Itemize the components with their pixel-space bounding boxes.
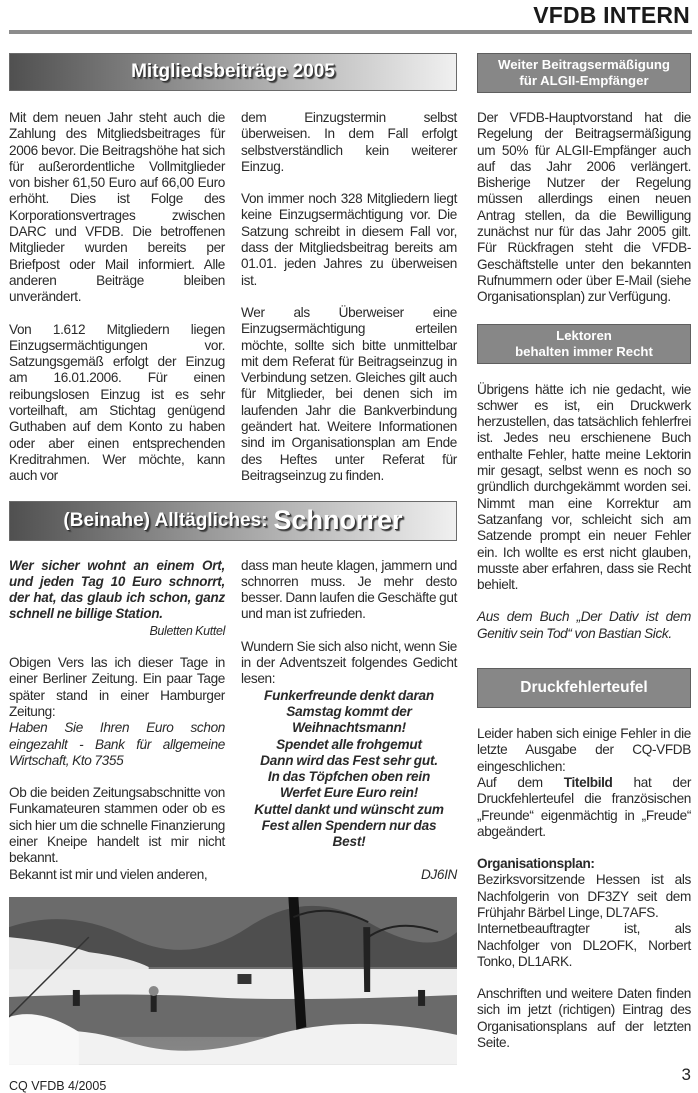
paragraph: Obigen Vers las ich dieser Tage in einer Berliner Zeitung. Ein paar Tage später stand in einer Hamburger Zeitung: (9, 655, 225, 719)
column-3-lektoren (477, 382, 691, 642)
paragraph: dem Einzugstermin selbst überweisen. In dem Fall erfolgt selbstverständlich kein weiterer Einzug. (241, 110, 457, 174)
footer (9, 1079, 457, 1093)
column-1-lower (9, 558, 225, 883)
poem-line: In das Töpfchen oben rein (267, 769, 431, 785)
left-area (9, 53, 457, 1093)
paragraph: Von immer noch 328 Mitgliedern liegt keine Einzugsermächtigung vor. Die Satzung schreibt in diesem Fall vor, dass der Mitgliedsbeitrag bereits am 01.01. jeden Jahres zu überweisen ist. (241, 191, 457, 288)
paragraph (477, 856, 691, 921)
heading-line: Weiter Beitragsermäßigung (498, 57, 670, 72)
section-title: VFDB INTERN (533, 2, 690, 28)
paragraph: Internetbeauftragter ist, als Nachfolger von DL2OFK, Norbert Tonko, DL1ARK. (477, 921, 691, 969)
paragraph (477, 775, 691, 840)
paragraph: Übrigens hätte ich nie gedacht, wie schwer es ist, ein Druckwerk herzustellen, das tatsächlich fehlerfrei ist. Jedes neu erschienene Buch enthalte Fehler, hatte meine Lektorin mir gesagt, selbst wenn es noch so gründlich durchgekämmt worden sei. Nimmt man eine Korrektur am Satzanfang vor, schleicht sich am Satzende prompt ein neuer Fehler ein. Ich wollte es erst nicht glauben, musste aber erfahren, dass sie Recht behielt. (477, 381, 691, 593)
verse-author: Buletten Kuttel (149, 623, 225, 638)
signature: DJ6IN (420, 866, 457, 882)
poem-line: Weihnachtsmann! (292, 720, 406, 736)
column-2-lower (241, 558, 457, 883)
text: hat der Druckfehlerteufel die französischen „Freunde“ eigenmächtig in „Freude“ abgeändert. (477, 774, 691, 839)
heading-line: für ALGII-Empfänger (519, 73, 649, 88)
poem (241, 688, 457, 851)
poem-line: Samstag kommt der (286, 703, 412, 719)
poem-line: Werfet Eure Euro rein! (279, 785, 419, 801)
heading-text: Mitgliedsbeiträge 2005 (131, 61, 335, 82)
newspaper-quote: Haben Sie Ihren Euro schon eingezahlt - Bank für allgemeine Wirtschaft, Kto 7355 (9, 720, 225, 768)
photo-illustration (9, 897, 457, 1065)
heading-algii (477, 53, 691, 93)
header-rule (9, 30, 692, 34)
paragraph: Wer als Überweiser eine Einzugsermächtigung erteilen möchte, sollte sich bitte unmittelbar mit dem Referat für Beitragseinzug in Verbindung setzen. Gleiches gilt auch für Mitglieder, bei denen sich im laufenden Jahr die Bankverbindung geändert hat. Weitere Informationen sind im Organisationsplan am Ende des Heftes unter Referat für Beitragseinzug zu finden. (241, 304, 457, 483)
heading-line: behalten immer Recht (515, 343, 653, 359)
footer-right-area (477, 1065, 691, 1085)
bold-term: Titelbild (563, 774, 613, 790)
schnorrer-columns (9, 558, 457, 883)
heading-text: Druckfehlerteufel (520, 679, 648, 697)
paragraph: Mit dem neuen Jahr steht auch die Zahlung des Mitgliedsbeitrages für 2006 bevor. Die Beitragshöhe hat sich für außerordentliche Vollmitglieder von bisher 61,50 Euro auf 66,00 Euro erhöht. Dies ist Folge des Korporationsvertrages zwischen DARC und VFDB. Die betroffenen Mitglieder wurden bereits per Briefpost oder Mail informiert. Alle anderen Beiträge bleiben unverändert. (9, 110, 225, 305)
paragraph: Anschriften und weitere Daten finden sich im jetzt (richtigen) Eintrag des Organisationsplans auf der letzten Seite. (477, 986, 691, 1051)
bold-term: Organisationsplan: (477, 856, 595, 872)
column-1-upper (9, 110, 225, 485)
heading-prefix: (Beinahe) Alltägliches: (63, 509, 268, 531)
column-2-upper (241, 110, 457, 485)
heading-schnorrer (9, 501, 457, 541)
page-number: 3 (681, 1065, 691, 1085)
poem-line: Kuttel dankt und wünscht zum (254, 801, 444, 817)
text: Bezirksvorsitzende Hessen ist als Nachfolgerin von DF3ZY seit dem Frühjahr Bärbel Linge, DL7AFS. (477, 872, 691, 920)
paragraph: Bekannt ist mir und vielen anderen, (9, 866, 208, 882)
heading-druckfehlerteufel (477, 668, 691, 708)
paragraph: Ob die beiden Zeitungsabschnitte von Funkamateuren stammen oder ob es sich hier um die schnelle Finanzierung einer Kneipe handelt ist mir nicht bekannt. (9, 785, 225, 866)
column-3-druckfehler (477, 726, 691, 1051)
poem-line: Dann wird das Fest sehr gut. (260, 752, 438, 768)
paragraph: Der VFDB-Hauptvorstand hat die Regelung der Beitragsermäßigung um 50% für ALGII-Empfänger auch auf das Jahr 2006 verlängert. Bisherige Nutzer der Regelung müssen allerdings einen neuen Antrag stellen, da die Bewilligung zunächst nur für das Jahr 2005 gilt. Für Rückfragen steht die VFDB-Geschäftstelle unter den bekannten Rufnummern oder über E-Mail (siehe Organisationsplan) zur Verfügung. (477, 110, 691, 305)
poem-line: Best! (332, 834, 366, 850)
text: Auf dem (477, 774, 564, 790)
poem-line: Fest allen Spendern nur das (261, 817, 437, 833)
poem-line: Funkerfreunde denkt daran (264, 687, 434, 703)
heading-line: Lektoren (556, 327, 612, 343)
winter-landscape-photo (9, 897, 457, 1065)
book-source: Aus dem Buch „Der Dativ ist dem Genitiv sein Tod“ von Bastian Sick. (477, 609, 691, 641)
beitraege-columns (9, 110, 457, 485)
heading-lektoren (477, 324, 691, 364)
issue-label: CQ VFDB 4/2005 (9, 1078, 107, 1093)
paragraph: dass man heute klagen, jammern und schnorren muss. Je mehr desto besser. Dann laufen die Geschäfte gut und man ist zufrieden. (241, 557, 457, 622)
column-3 (477, 110, 691, 306)
paragraph: Leider haben sich einige Fehler in die letzte Ausgabe der CQ-VFDB eingeschlichen: (477, 726, 691, 774)
verse: Wer sicher wohnt an einem Ort, und jeden Tag 10 Euro schnorrt, der hat, das glaub ich schon, ganz schnell ne billige Station. (9, 557, 225, 622)
page-layout (9, 53, 691, 1093)
right-area (477, 53, 691, 1093)
heading-big: Schnorrer (273, 505, 403, 536)
paragraph: Von 1.612 Mitgliedern liegen Einzugsermächtigungen vor. Satzungsgemäß erfolgt der Einzug am 16.01.2006. Für einen reibungslosen Einzug ist es sehr vorteilhaft, am Stichtag genügend Guthaben auf dem Konto zu haben oder aber einen entsprechenden Kreditrahmen. Wer möchte, kann auch vor (9, 321, 225, 484)
paragraph: Wundern Sie sich also nicht, wenn Sie in der Adventszeit folgendes Gedicht lesen: (241, 638, 457, 687)
heading-mitgliedsbeitraege (9, 53, 457, 91)
poem-line: Spendet alle frohgemut (276, 736, 422, 752)
